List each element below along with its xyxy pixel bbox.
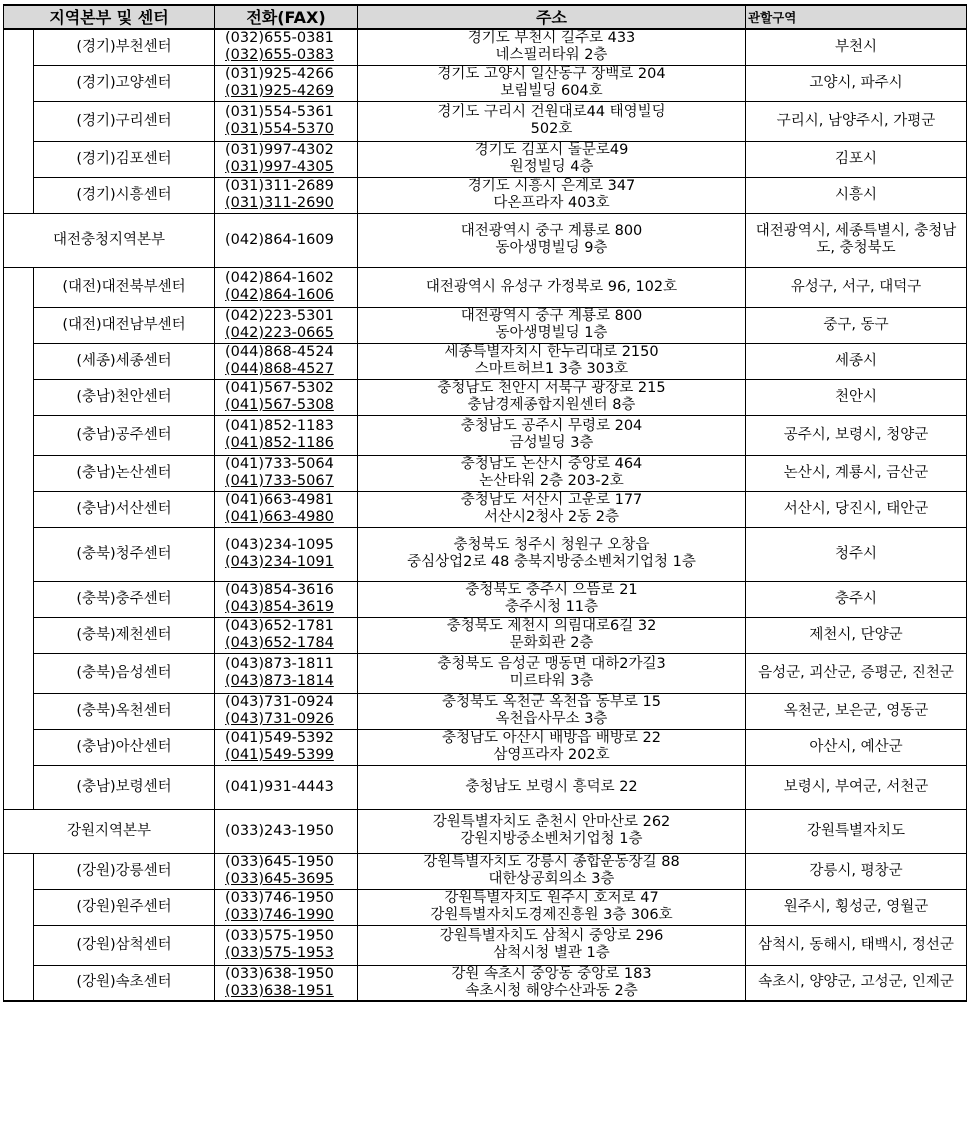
center-name: (경기)구리센터 bbox=[34, 101, 215, 141]
phone-cell bbox=[215, 693, 358, 729]
phone-number: (033)243-1950 bbox=[225, 822, 334, 839]
address-line-1: 충청북도 충주시 으뜸로 21 bbox=[465, 582, 638, 598]
address-cell bbox=[358, 177, 746, 213]
regional-hq-row bbox=[4, 213, 967, 267]
jurisdiction-cell: 원주시, 횡성군, 영월군 bbox=[746, 889, 967, 925]
address-line-1: 강원특별자치도 원주시 호저로 47 bbox=[444, 890, 659, 906]
jurisdiction-cell: 중구, 동구 bbox=[746, 307, 967, 343]
phone-cell bbox=[215, 581, 358, 617]
fax-number: (031)311-2690 bbox=[225, 195, 334, 211]
address-cell bbox=[358, 307, 746, 343]
center-row bbox=[4, 177, 967, 213]
address-line-2: 강원지방중소벤처기업청 1층 bbox=[460, 831, 643, 847]
fax-number: (033)575-1953 bbox=[225, 945, 334, 961]
center-name: (대전)대전남부센터 bbox=[34, 307, 215, 343]
indent-cell bbox=[4, 693, 34, 729]
address-cell bbox=[358, 29, 746, 65]
phone-number: (043)234-1095 bbox=[225, 537, 334, 553]
address-line-1: 충청북도 옥천군 옥천읍 동부로 15 bbox=[442, 694, 661, 710]
address-line-1: 대전광역시 중구 계룡로 800 bbox=[460, 223, 643, 239]
fax-number: (043)234-1091 bbox=[225, 554, 334, 570]
center-row bbox=[4, 765, 967, 809]
center-row bbox=[4, 455, 967, 491]
center-name: (충남)아산센터 bbox=[34, 729, 215, 765]
address-cell bbox=[358, 889, 746, 925]
address-cell bbox=[358, 379, 746, 415]
address-cell bbox=[358, 101, 746, 141]
phone-number: (031)311-2689 bbox=[225, 178, 334, 194]
phone-number: (033)746-1950 bbox=[225, 890, 334, 906]
address-cell bbox=[358, 965, 746, 1001]
jurisdiction-cell: 옥천군, 보은군, 영동군 bbox=[746, 693, 967, 729]
phone-number: (043)731-0924 bbox=[225, 694, 334, 710]
fax-number: (042)223-0665 bbox=[225, 325, 334, 341]
phone-cell bbox=[215, 177, 358, 213]
phone-number: (043)854-3616 bbox=[225, 582, 334, 598]
center-name: (충북)음성센터 bbox=[34, 653, 215, 693]
jurisdiction-cell: 강릉시, 평창군 bbox=[746, 853, 967, 889]
center-row bbox=[4, 379, 967, 415]
phone-number: (033)575-1950 bbox=[225, 928, 334, 944]
fax-number: (031)554-5370 bbox=[225, 121, 334, 137]
phone-cell bbox=[215, 653, 358, 693]
phone-number: (043)652-1781 bbox=[225, 618, 334, 634]
address-line-2: 문화회관 2층 bbox=[509, 635, 594, 651]
center-row bbox=[4, 491, 967, 527]
indent-cell bbox=[4, 765, 34, 809]
phone-cell bbox=[215, 965, 358, 1001]
fax-number: (044)868-4527 bbox=[225, 361, 334, 377]
phone-cell bbox=[215, 925, 358, 965]
address-line-1: 충청남도 서산시 고운로 177 bbox=[460, 492, 643, 508]
address-line-2: 동아생명빌딩 9층 bbox=[495, 240, 608, 256]
address-cell bbox=[358, 455, 746, 491]
address-line-2: 동아생명빌딩 1층 bbox=[495, 325, 608, 341]
center-name: (강원)속초센터 bbox=[34, 965, 215, 1001]
address-cell bbox=[358, 415, 746, 455]
jurisdiction-cell: 천안시 bbox=[746, 379, 967, 415]
address-line-2: 논산타워 2층 203-2호 bbox=[479, 473, 624, 489]
address-line-2: 삼영프라자 202호 bbox=[493, 747, 610, 763]
phone-cell bbox=[215, 765, 358, 809]
center-row bbox=[4, 141, 967, 177]
address-line-1: 대전광역시 중구 계룡로 800 bbox=[460, 308, 643, 324]
phone-number: (042)864-1602 bbox=[225, 270, 334, 286]
address-cell bbox=[358, 765, 746, 809]
phone-number: (043)873-1811 bbox=[225, 656, 334, 672]
address-line-1: 세종특별자치시 한누리대로 2150 bbox=[444, 344, 659, 360]
phone-number: (031)925-4266 bbox=[225, 66, 334, 82]
phone-cell bbox=[215, 65, 358, 101]
indent-cell bbox=[4, 617, 34, 653]
indent-cell bbox=[4, 455, 34, 491]
indent-cell bbox=[4, 581, 34, 617]
phone-number: (033)645-1950 bbox=[225, 854, 334, 870]
address-cell bbox=[358, 491, 746, 527]
address-line-2: 네스필러타워 2층 bbox=[495, 47, 608, 64]
center-name: (경기)부천센터 bbox=[34, 29, 215, 65]
center-name: (경기)시흥센터 bbox=[34, 177, 215, 213]
indent-cell bbox=[4, 729, 34, 765]
jurisdiction-cell: 대전광역시, 세종특별시, 충청남도, 충청북도 bbox=[746, 213, 967, 267]
address-line-1: 경기도 구리시 건원대로44 태영빌딩 bbox=[437, 104, 666, 120]
jurisdiction-cell: 세종시 bbox=[746, 343, 967, 379]
indent-cell bbox=[4, 853, 34, 889]
center-name: (강원)강릉센터 bbox=[34, 853, 215, 889]
header-phone: 전화(FAX) bbox=[215, 5, 358, 29]
jurisdiction-cell: 청주시 bbox=[746, 527, 967, 581]
fax-number: (031)925-4269 bbox=[225, 83, 334, 99]
address-line-2: 다온프라자 403호 bbox=[493, 195, 610, 211]
indent-cell bbox=[4, 141, 34, 177]
address-line-2: 속초시청 해양수산과동 2층 bbox=[465, 982, 638, 999]
fax-number: (041)663-4980 bbox=[225, 509, 334, 525]
fax-number: (041)567-5308 bbox=[225, 397, 334, 413]
address-line-1: 강원특별자치도 강릉시 종합운동장길 88 bbox=[423, 854, 680, 870]
address-line-1: 충청남도 논산시 중앙로 464 bbox=[460, 456, 643, 472]
phone-number: (033)638-1950 bbox=[225, 965, 334, 982]
phone-cell bbox=[215, 853, 358, 889]
address-line-1: 충청남도 보령시 흥덕로 22 bbox=[465, 778, 638, 795]
center-row bbox=[4, 653, 967, 693]
address-line-1: 대전광역시 유성구 가정북로 96, 102호 bbox=[425, 278, 678, 295]
fax-number: (033)638-1951 bbox=[225, 982, 334, 999]
center-row bbox=[4, 267, 967, 307]
address-cell bbox=[358, 527, 746, 581]
address-line-2: 금성빌딩 3층 bbox=[509, 435, 594, 451]
address-line-2: 대한상공회의소 3층 bbox=[488, 871, 615, 887]
fax-number: (043)873-1814 bbox=[225, 673, 334, 689]
jurisdiction-cell: 제천시, 단양군 bbox=[746, 617, 967, 653]
address-line-1: 경기도 부천시 길주로 433 bbox=[467, 30, 636, 47]
address-line-1: 충청남도 천안시 서북구 광장로 215 bbox=[437, 380, 666, 396]
center-name: (충북)충주센터 bbox=[34, 581, 215, 617]
fax-number: (043)652-1784 bbox=[225, 635, 334, 651]
address-cell bbox=[358, 809, 746, 853]
phone-cell bbox=[215, 101, 358, 141]
address-line-1: 충청북도 음성군 맹동면 대하2가길3 bbox=[437, 656, 666, 672]
header-address: 주소 bbox=[358, 5, 746, 29]
center-name: (충남)공주센터 bbox=[34, 415, 215, 455]
indent-cell bbox=[4, 889, 34, 925]
address-line-2: 스마트허브1 3층 303호 bbox=[474, 361, 629, 377]
hq-name: 강원지역본부 bbox=[4, 809, 215, 853]
center-row bbox=[4, 343, 967, 379]
address-line-1: 강원특별자치도 춘천시 안마산로 262 bbox=[432, 814, 671, 830]
fax-number: (041)852-1186 bbox=[225, 435, 334, 451]
address-line-1: 충청남도 공주시 무령로 204 bbox=[460, 418, 643, 434]
center-row bbox=[4, 925, 967, 965]
address-line-2: 충남경제종합지원센터 8층 bbox=[467, 397, 636, 413]
address-cell bbox=[358, 141, 746, 177]
phone-number: (041)567-5302 bbox=[225, 380, 334, 396]
center-name: (경기)고양센터 bbox=[34, 65, 215, 101]
table-header-row bbox=[4, 5, 967, 29]
address-line-2: 502호 bbox=[530, 121, 573, 137]
address-line-1: 경기도 김포시 돌문로49 bbox=[474, 142, 629, 158]
indent-cell bbox=[4, 491, 34, 527]
header-region: 지역본부 및 센터 bbox=[4, 5, 215, 29]
indent-cell bbox=[4, 925, 34, 965]
phone-cell bbox=[215, 889, 358, 925]
phone-number: (044)868-4524 bbox=[225, 344, 334, 360]
phone-cell bbox=[215, 267, 358, 307]
address-cell bbox=[358, 853, 746, 889]
address-line-1: 경기도 시흥시 은계로 347 bbox=[467, 178, 636, 194]
phone-number: (042)223-5301 bbox=[225, 308, 334, 324]
address-line-2: 옥천읍사무소 3층 bbox=[495, 711, 608, 727]
center-row bbox=[4, 415, 967, 455]
fax-number: (043)854-3619 bbox=[225, 599, 334, 615]
address-line-2: 강원특별자치도경제진흥원 3층 306호 bbox=[430, 907, 673, 923]
phone-number: (041)733-5064 bbox=[225, 456, 334, 472]
address-cell bbox=[358, 729, 746, 765]
phone-number: (031)554-5361 bbox=[225, 104, 334, 120]
phone-cell bbox=[215, 379, 358, 415]
center-name: (세종)세종센터 bbox=[34, 343, 215, 379]
center-name: (대전)대전북부센터 bbox=[34, 267, 215, 307]
phone-cell bbox=[215, 809, 358, 853]
center-name: (경기)김포센터 bbox=[34, 141, 215, 177]
jurisdiction-cell: 삼척시, 동해시, 태백시, 정선군 bbox=[746, 925, 967, 965]
header-jurisdiction: 관할구역 bbox=[746, 5, 967, 29]
center-name: (충남)천안센터 bbox=[34, 379, 215, 415]
address-cell bbox=[358, 693, 746, 729]
fax-number: (032)655-0383 bbox=[225, 47, 334, 64]
phone-cell bbox=[215, 141, 358, 177]
jurisdiction-cell: 시흥시 bbox=[746, 177, 967, 213]
indent-cell bbox=[4, 379, 34, 415]
phone-cell bbox=[215, 617, 358, 653]
center-name: (강원)삼척센터 bbox=[34, 925, 215, 965]
address-line-2: 보림빌딩 604호 bbox=[500, 83, 603, 99]
indent-cell bbox=[4, 101, 34, 141]
fax-number: (033)645-3695 bbox=[225, 871, 334, 887]
phone-number: (041)663-4981 bbox=[225, 492, 334, 508]
center-name: (충남)논산센터 bbox=[34, 455, 215, 491]
phone-number: (041)549-5392 bbox=[225, 730, 334, 746]
indent-cell bbox=[4, 307, 34, 343]
center-row bbox=[4, 617, 967, 653]
center-name: (강원)원주센터 bbox=[34, 889, 215, 925]
fax-number: (041)733-5067 bbox=[225, 473, 334, 489]
address-line-1: 충청북도 청주시 청원구 오창읍 bbox=[453, 537, 650, 553]
address-cell bbox=[358, 343, 746, 379]
jurisdiction-cell: 강원특별자치도 bbox=[746, 809, 967, 853]
address-line-1: 강원 속초시 중앙동 중앙로 183 bbox=[451, 965, 652, 982]
center-row bbox=[4, 101, 967, 141]
indent-cell bbox=[4, 65, 34, 101]
jurisdiction-cell: 음성군, 괴산군, 증평군, 진천군 bbox=[746, 653, 967, 693]
address-line-2: 삼척시청 별관 1층 bbox=[493, 945, 610, 961]
regional-office-table bbox=[3, 4, 967, 1002]
center-row bbox=[4, 581, 967, 617]
center-name: (충북)청주센터 bbox=[34, 527, 215, 581]
phone-cell bbox=[215, 213, 358, 267]
address-cell bbox=[358, 581, 746, 617]
center-row bbox=[4, 65, 967, 101]
address-line-2: 중심상업2로 48 충북지방중소벤처기업청 1층 bbox=[407, 554, 696, 570]
center-row bbox=[4, 693, 967, 729]
phone-cell bbox=[215, 307, 358, 343]
address-cell bbox=[358, 653, 746, 693]
center-row bbox=[4, 965, 967, 1001]
address-cell bbox=[358, 267, 746, 307]
phone-cell bbox=[215, 29, 358, 65]
phone-cell bbox=[215, 455, 358, 491]
jurisdiction-cell: 구리시, 남양주시, 가평군 bbox=[746, 101, 967, 141]
jurisdiction-cell: 공주시, 보령시, 청양군 bbox=[746, 415, 967, 455]
address-line-2: 충주시청 11층 bbox=[504, 599, 599, 615]
center-row bbox=[4, 853, 967, 889]
jurisdiction-cell: 보령시, 부여군, 서천군 bbox=[746, 765, 967, 809]
jurisdiction-cell: 서산시, 당진시, 태안군 bbox=[746, 491, 967, 527]
phone-cell bbox=[215, 415, 358, 455]
jurisdiction-cell: 부천시 bbox=[746, 29, 967, 65]
address-line-1: 경기도 고양시 일산동구 장백로 204 bbox=[437, 66, 666, 82]
address-line-1: 충청북도 제천시 의림대로6길 32 bbox=[446, 618, 657, 634]
phone-cell bbox=[215, 491, 358, 527]
indent-cell bbox=[4, 267, 34, 307]
jurisdiction-cell: 충주시 bbox=[746, 581, 967, 617]
address-cell bbox=[358, 65, 746, 101]
address-line-2: 미르타워 3층 bbox=[509, 673, 594, 689]
address-cell bbox=[358, 213, 746, 267]
address-line-2: 서산시2청사 2동 2층 bbox=[484, 509, 619, 525]
jurisdiction-cell: 유성구, 서구, 대덕구 bbox=[746, 267, 967, 307]
indent-cell bbox=[4, 965, 34, 1001]
center-row bbox=[4, 29, 967, 65]
hq-name: 대전충청지역본부 bbox=[4, 213, 215, 267]
table-body bbox=[4, 29, 967, 1001]
address-cell bbox=[358, 617, 746, 653]
fax-number: (041)549-5399 bbox=[225, 747, 334, 763]
phone-number: (041)852-1183 bbox=[225, 418, 334, 434]
center-name: (충남)서산센터 bbox=[34, 491, 215, 527]
jurisdiction-cell: 아산시, 예산군 bbox=[746, 729, 967, 765]
address-line-1: 강원특별자치도 삼척시 중앙로 296 bbox=[439, 928, 664, 944]
fax-number: (043)731-0926 bbox=[225, 711, 334, 727]
center-name: (충남)보령센터 bbox=[34, 765, 215, 809]
center-row bbox=[4, 527, 967, 581]
phone-number: (032)655-0381 bbox=[225, 30, 334, 47]
center-name: (충북)옥천센터 bbox=[34, 693, 215, 729]
jurisdiction-cell: 논산시, 계룡시, 금산군 bbox=[746, 455, 967, 491]
fax-number: (031)997-4305 bbox=[225, 159, 334, 175]
fax-number: (042)864-1606 bbox=[225, 287, 334, 303]
indent-cell bbox=[4, 29, 34, 65]
center-row bbox=[4, 307, 967, 343]
phone-number: (031)997-4302 bbox=[225, 142, 334, 158]
phone-number: (042)864-1609 bbox=[225, 231, 334, 248]
address-line-2: 원정빌딩 4층 bbox=[509, 159, 594, 175]
jurisdiction-cell: 김포시 bbox=[746, 141, 967, 177]
fax-number: (033)746-1990 bbox=[225, 907, 334, 923]
jurisdiction-cell: 속초시, 양양군, 고성군, 인제군 bbox=[746, 965, 967, 1001]
indent-cell bbox=[4, 415, 34, 455]
center-row bbox=[4, 889, 967, 925]
indent-cell bbox=[4, 653, 34, 693]
phone-number: (041)931-4443 bbox=[225, 778, 334, 795]
phone-cell bbox=[215, 527, 358, 581]
center-name: (충북)제천센터 bbox=[34, 617, 215, 653]
indent-cell bbox=[4, 527, 34, 581]
phone-cell bbox=[215, 729, 358, 765]
center-row bbox=[4, 729, 967, 765]
indent-cell bbox=[4, 177, 34, 213]
address-line-1: 충청남도 아산시 배방읍 배방로 22 bbox=[442, 730, 661, 746]
address-cell bbox=[358, 925, 746, 965]
indent-cell bbox=[4, 343, 34, 379]
jurisdiction-cell: 고양시, 파주시 bbox=[746, 65, 967, 101]
regional-hq-row bbox=[4, 809, 967, 853]
phone-cell bbox=[215, 343, 358, 379]
